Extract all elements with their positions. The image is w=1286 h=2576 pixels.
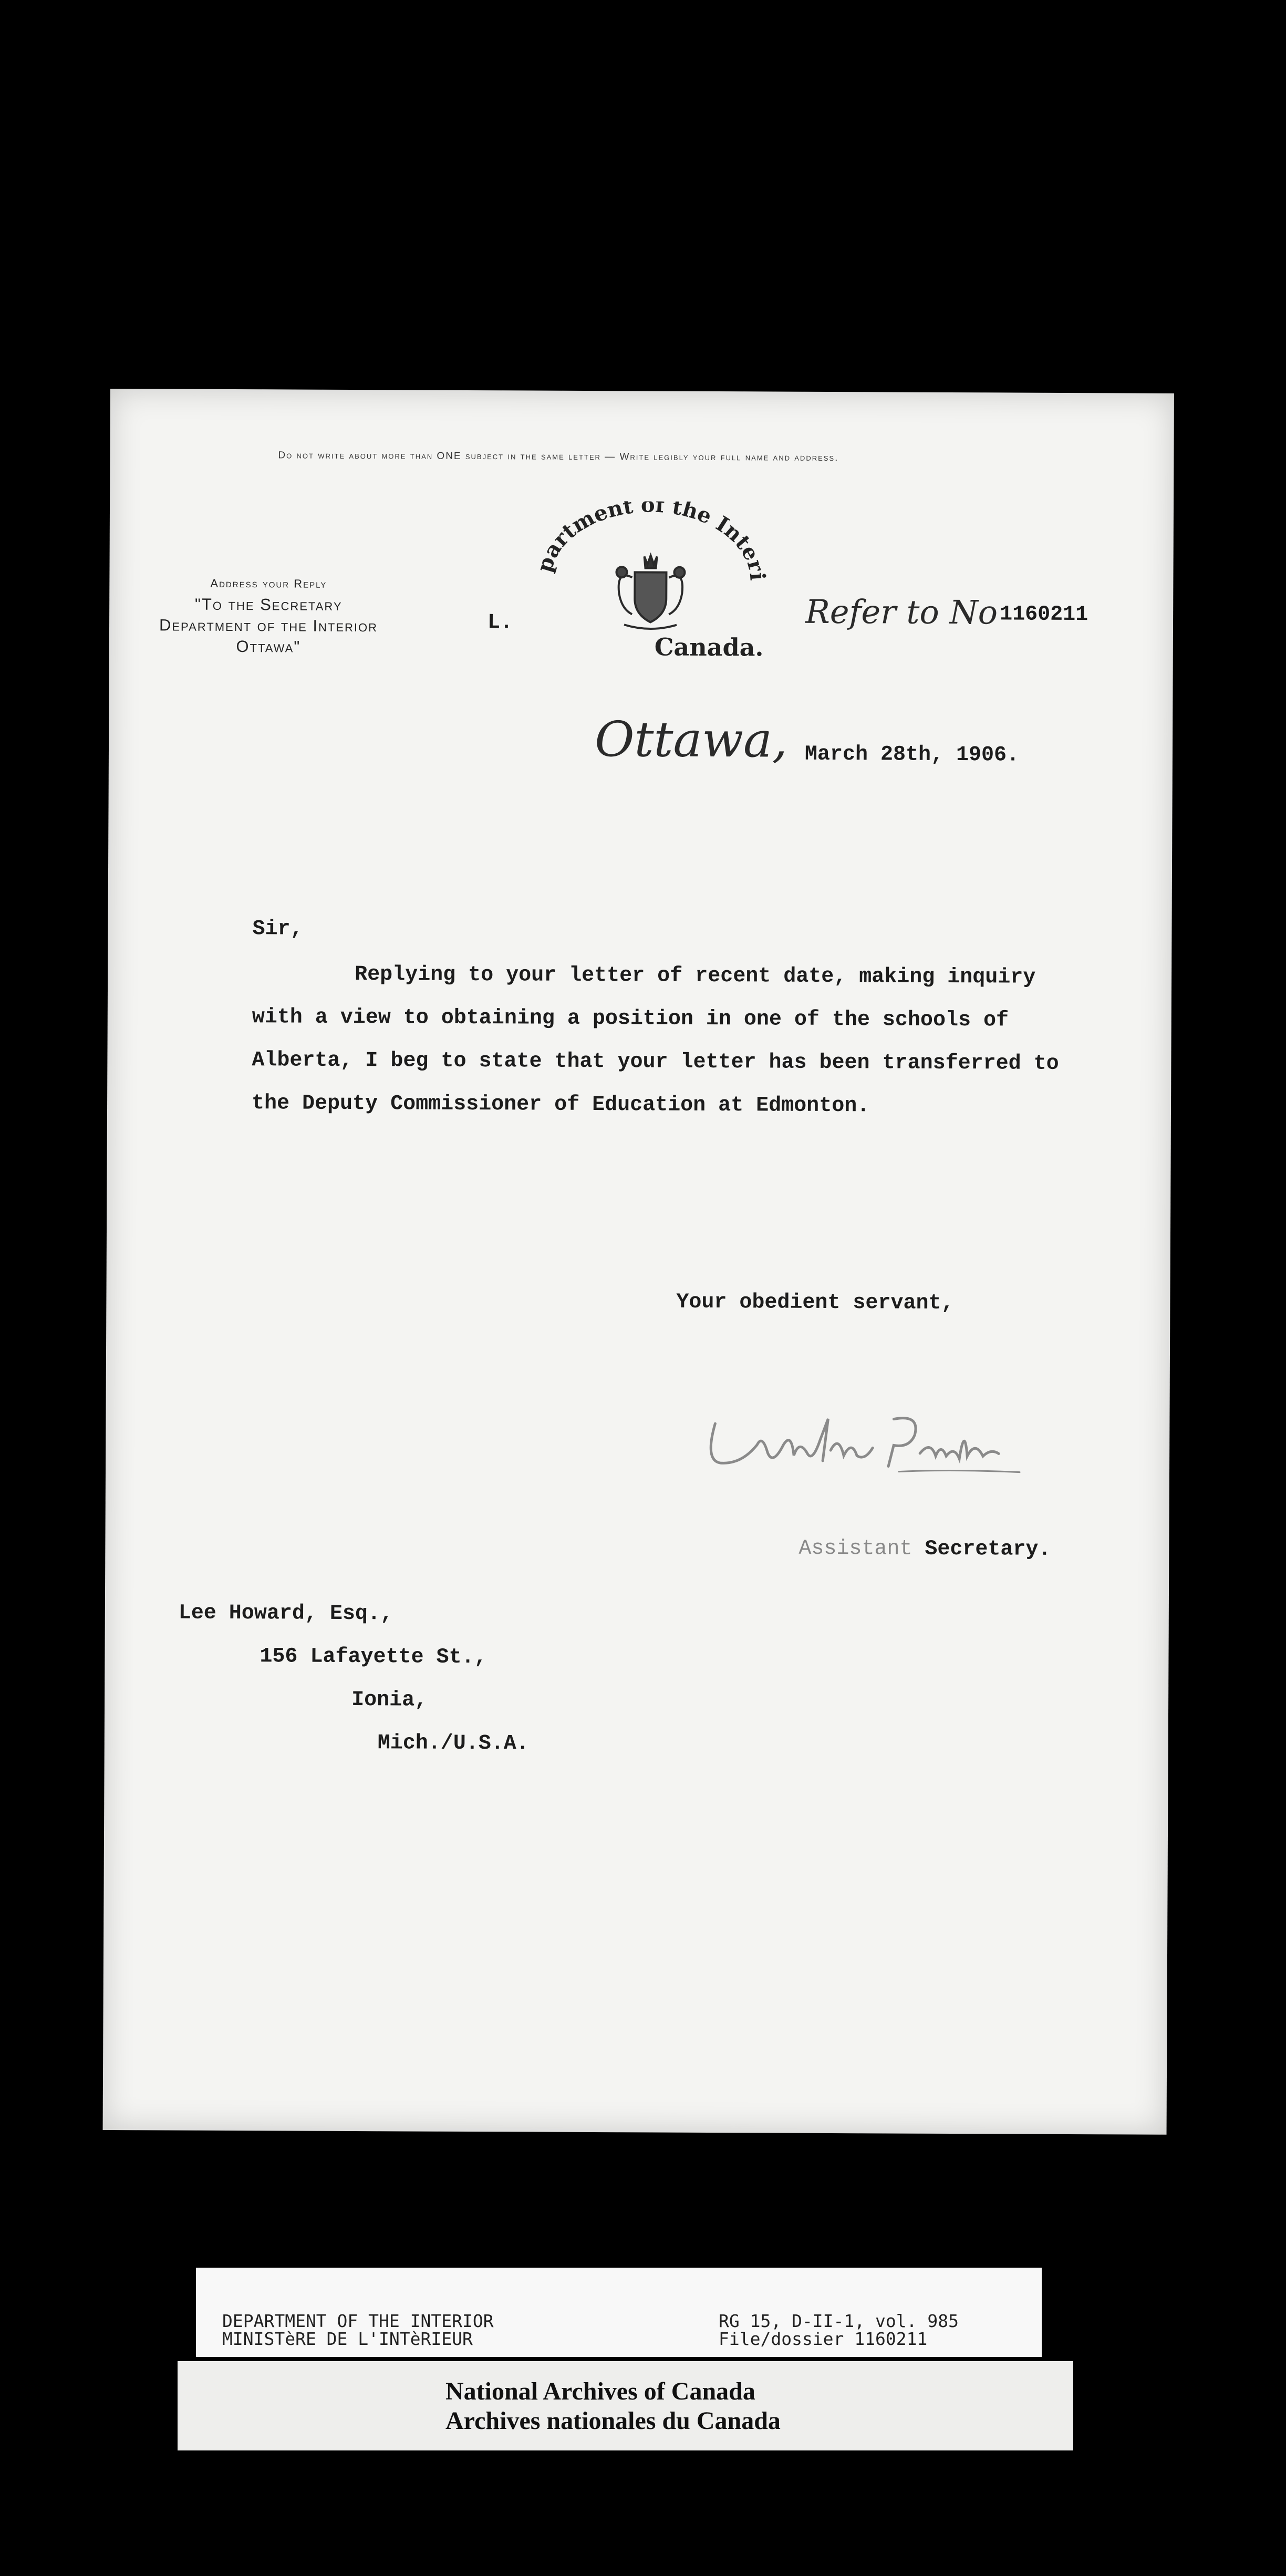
reference-number: 1160211	[1000, 603, 1088, 627]
handwritten-signature	[699, 1403, 1036, 1483]
letter-mark: L.	[487, 611, 513, 635]
addressee-block	[178, 1592, 530, 1766]
address-line: Department of the Interior	[159, 616, 378, 636]
coat-of-arms-icon	[524, 501, 777, 654]
svg-text:Department of the Interior	[524, 501, 771, 581]
archive-reference-label	[196, 2268, 1042, 2357]
addressee-line: 156 Lafayette St.,	[260, 1645, 487, 1670]
body-line: Alberta, I beg to state that your letter has been transferred to	[252, 1048, 1059, 1076]
department-french: MINISTèRE DE L'INTèRIEUR	[222, 2329, 473, 2349]
archive-name-label	[178, 2361, 1073, 2450]
signer-title-prefix: Assistant	[798, 1536, 912, 1561]
signer-title	[798, 1537, 1051, 1562]
file-number: File/dossier 1160211	[719, 2329, 928, 2349]
address-line: "To the Secretary	[194, 595, 343, 614]
body-line: with a view to obtaining a position in one of the schools of	[252, 1005, 1009, 1033]
address-line: Address your Reply	[210, 576, 327, 590]
letterhead-country: Canada.	[654, 632, 764, 662]
letter-body	[252, 953, 1060, 1129]
closing: Your obedient servant,	[676, 1290, 954, 1316]
addressee-line: Ionia,	[351, 1688, 428, 1712]
addressee-line: Mich./U.S.A.	[377, 1731, 529, 1756]
record-group: RG 15, D-II-1, vol. 985	[719, 2311, 959, 2331]
archive-name-french: Archives nationales du Canada	[445, 2407, 781, 2435]
body-line: the Deputy Commissioner of Education at Edmonton.	[251, 1092, 870, 1118]
archive-name-english: National Archives of Canada	[445, 2377, 755, 2405]
letterhead-arc-text: Department of the Interior	[532, 501, 770, 581]
department-english: DEPARTMENT OF THE INTERIOR	[222, 2311, 494, 2331]
addressee-line: Lee Howard, Esq.,	[178, 1601, 393, 1626]
signature-icon	[699, 1403, 1036, 1483]
record-group-reference	[719, 2312, 959, 2348]
letterhead-crest	[524, 501, 777, 654]
salutation: Sir,	[252, 917, 303, 941]
body-line: Replying to your letter of recent date, making inquiry	[355, 963, 1036, 990]
city: Ottawa,	[594, 711, 788, 768]
writing-notice: Do not write about more than ONE subject in the same letter — Write legibly your full name and address.	[278, 450, 839, 464]
refer-label: Refer to No	[805, 592, 998, 632]
letter-date: March 28th, 1906.	[804, 742, 1020, 767]
letter-page	[103, 389, 1174, 2135]
address-line: Ottawa"	[236, 637, 301, 656]
department-names	[222, 2312, 494, 2348]
reply-address-block	[159, 573, 378, 658]
signer-title-main: Secretary.	[925, 1537, 1051, 1562]
